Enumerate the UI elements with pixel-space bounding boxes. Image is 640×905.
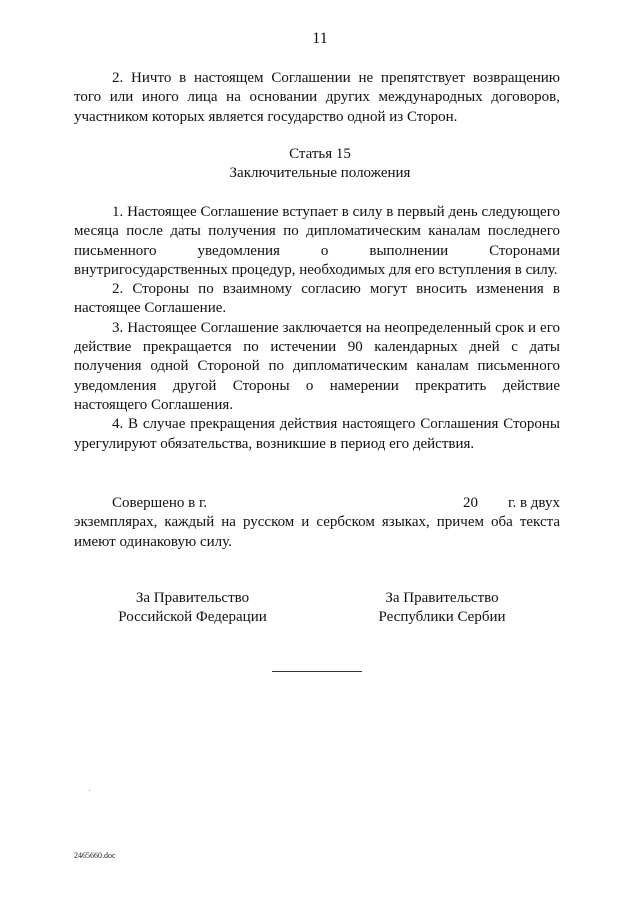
signature-serbia-line1: За Правительство xyxy=(385,590,499,606)
done-line xyxy=(74,494,560,513)
done-continuation: экземплярах, каждый на русском и сербском языках, причем оба текста имеют одинаковую силу. xyxy=(74,514,560,550)
clause-2: 2. Стороны по взаимному согласию могут вносить изменения в настоящее Соглашение. xyxy=(74,281,560,317)
signature-russia-line2: Российской Федерации xyxy=(118,609,267,625)
clause-1: 1. Настоящее Соглашение вступает в силу в первый день следующего месяца после даты получения по дипломатическим каналам последнего письменного уведомления о выполнении Сторонами внутригосударственных процедур, необходимых для его вступления в силу. xyxy=(74,204,560,278)
scan-speck xyxy=(89,790,90,791)
article-title: Заключительные положения xyxy=(229,165,411,181)
article-number: Статья 15 xyxy=(289,146,351,162)
page-number: 11 xyxy=(312,30,328,47)
separator-rule xyxy=(272,671,362,672)
document-id: 2465660.doc xyxy=(74,851,116,860)
clause-4: 4. В случае прекращения действия настоящего Соглашения Стороны урегулируют обязательства, возникшие в период его действия. xyxy=(74,416,560,452)
signature-serbia xyxy=(352,589,532,627)
article-body xyxy=(74,203,560,454)
done-place: Совершено в г. xyxy=(112,495,208,511)
done-year: 20 xyxy=(463,495,478,511)
done-copies: г. в двух xyxy=(508,495,560,511)
done-block xyxy=(74,494,560,552)
signature-russia xyxy=(100,589,285,627)
intro-paragraph: 2. Ничто в настоящем Соглашении не препятствует возвращению того или иного лица на основании других международных договоров, участником которых является государство одной из Сторон. xyxy=(74,70,560,125)
clause-3: 3. Настоящее Соглашение заключается на неопределенный срок и его действие прекращается по истечении 90 календарных дней с даты получения одной Стороной по дипломатическим каналам письменного уведомления другой Стороны о намерении прекратить действие настоящего Соглашения. xyxy=(74,319,560,413)
signature-serbia-line2: Республики Сербии xyxy=(378,609,506,625)
intro-paragraph-block xyxy=(74,69,560,127)
signature-russia-line1: За Правительство xyxy=(135,590,250,606)
